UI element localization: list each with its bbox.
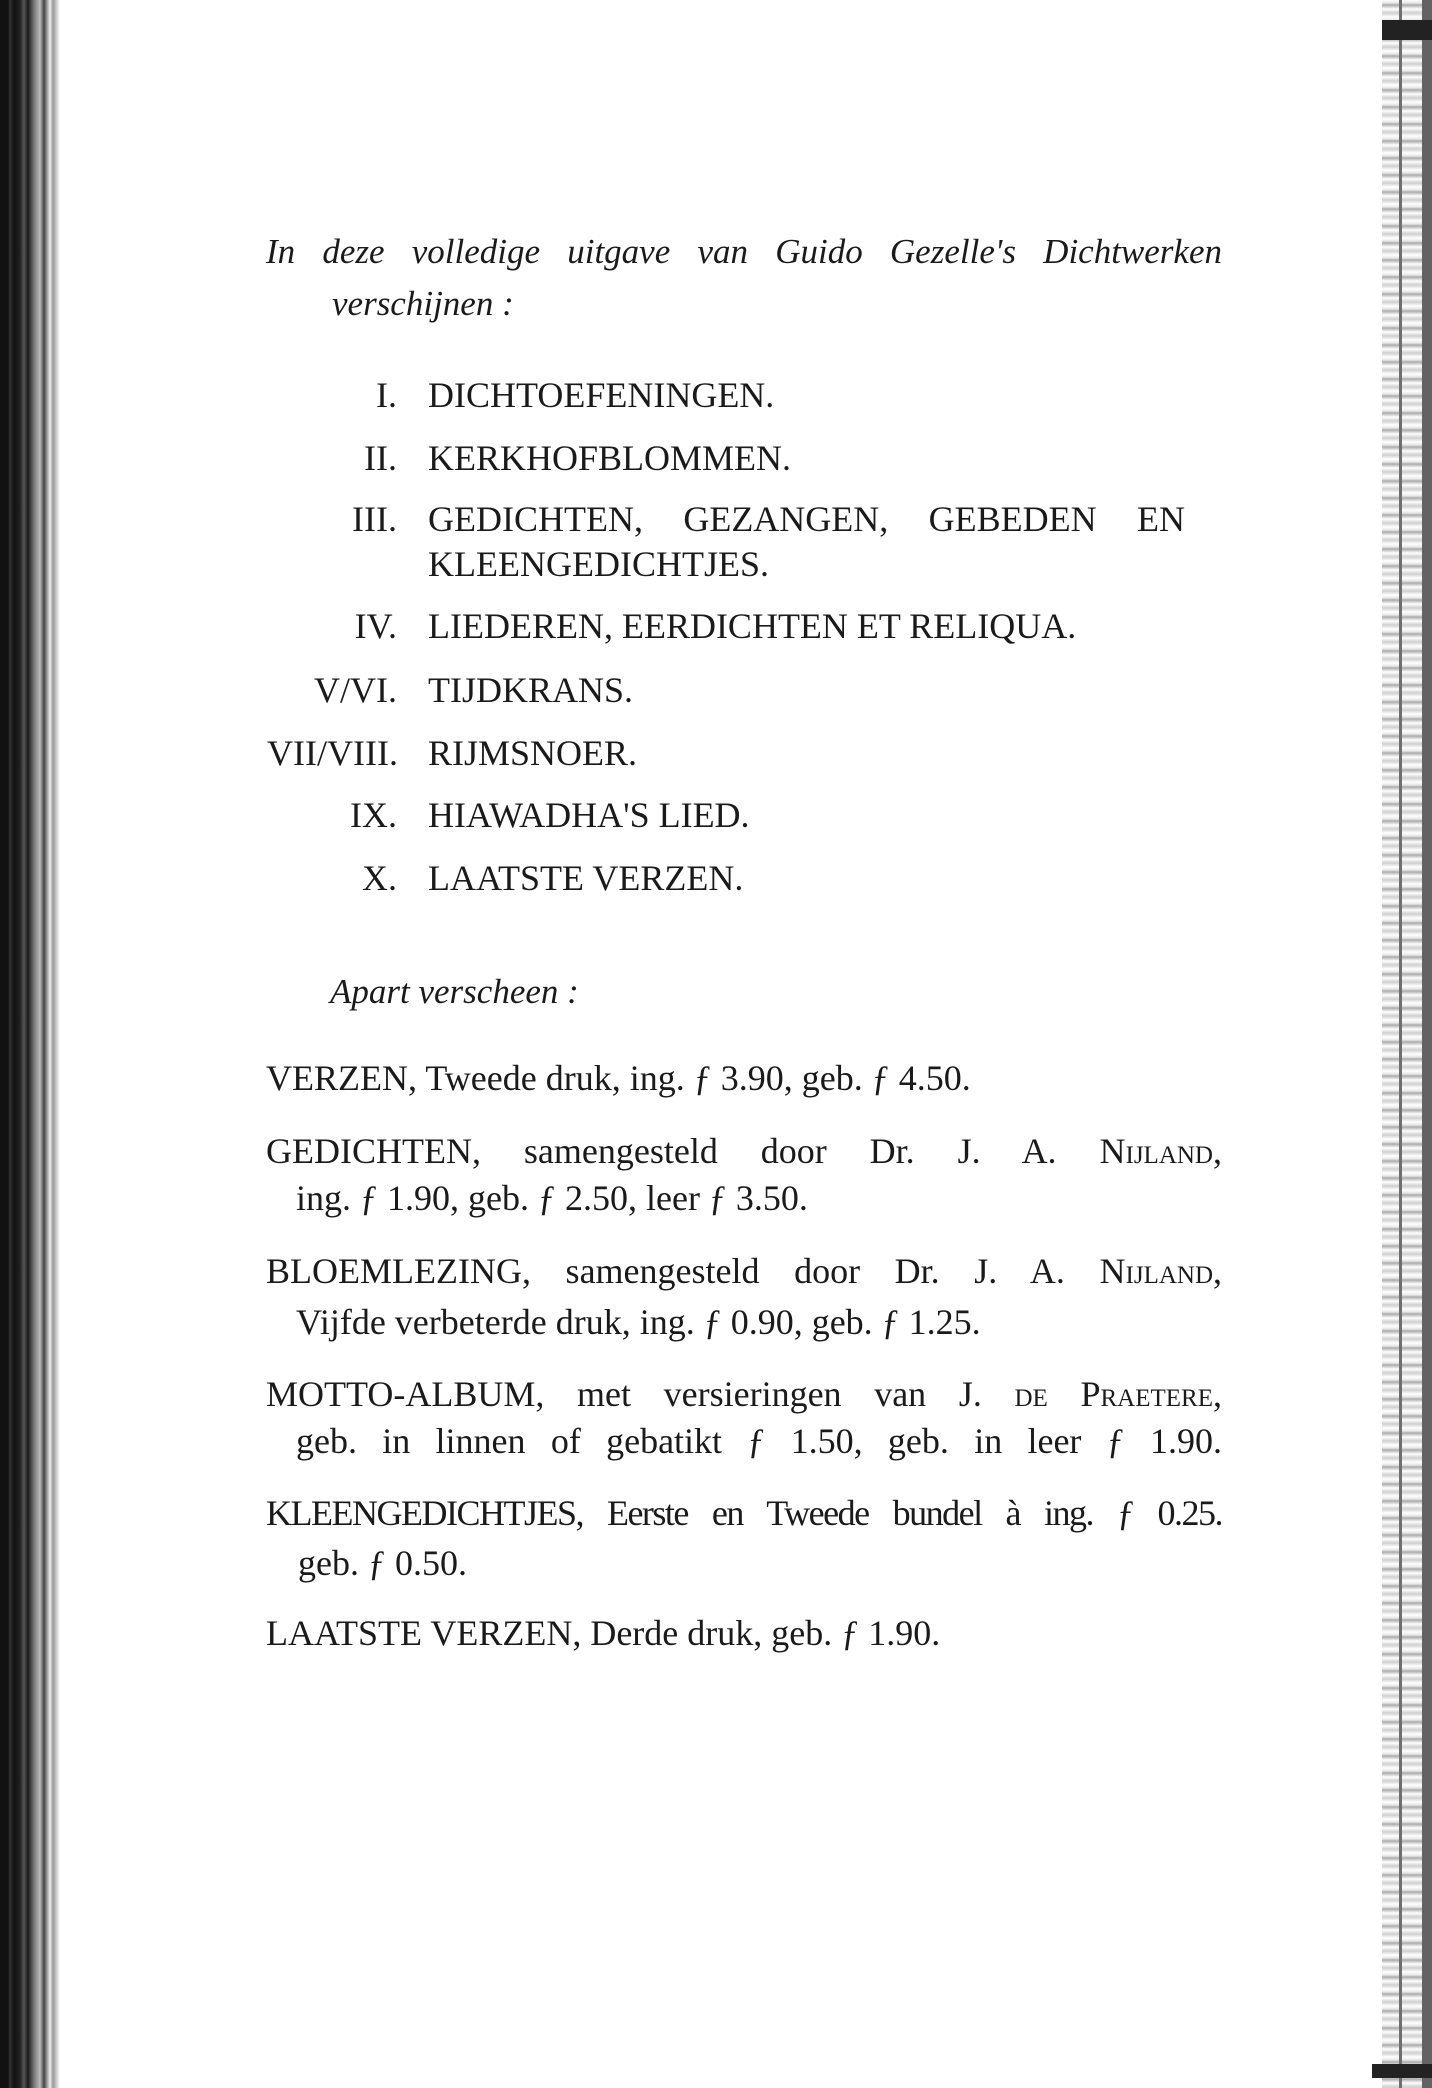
page-corner-bottom <box>1372 2064 1432 2078</box>
volume-number: IX. <box>350 795 397 835</box>
intro-line-1: In deze volledige uitgave van Guido Gezelle's Dichtwerken <box>266 232 1222 271</box>
edition-entry-continued: geb. ƒ 0.50. <box>298 1543 467 1583</box>
volume-title: DICHTOEFENINGEN. <box>428 375 775 415</box>
edition-entry-continued: Vijfde verbeterde druk, ing. ƒ 0.90, geb. ƒ 1.25. <box>296 1302 981 1342</box>
edition-text: MOTTO-ALBUM, met versieringen van J. <box>266 1374 982 1414</box>
apart-heading: Apart verscheen : <box>330 972 579 1011</box>
edition-author: Nijland, <box>1099 1251 1223 1291</box>
volume-number: X. <box>362 858 397 898</box>
edition-entry <box>266 1129 1222 1173</box>
edition-text: GEDICHTEN, samengesteld door Dr. J. A. <box>266 1131 1057 1171</box>
volume-title: LAATSTE VERZEN. <box>428 858 744 898</box>
edition-text: BLOEMLEZING, samengesteld door Dr. J. A. <box>266 1251 1065 1291</box>
volume-number: V/VI. <box>314 670 397 710</box>
intro-line-2: verschijnen : <box>332 284 514 323</box>
edition-author: Nijland, <box>1099 1131 1222 1171</box>
volume-number: III. <box>352 499 397 539</box>
edition-entry: VERZEN, Tweede druk, ing. ƒ 3.90, geb. ƒ 4.50. <box>266 1058 971 1098</box>
volume-title: LIEDEREN, EERDICHTEN ET RELIQUA. <box>428 606 1077 646</box>
volume-title: TIJDKRANS. <box>428 670 634 710</box>
edition-entry <box>266 1372 1222 1416</box>
volume-number: I. <box>376 375 397 415</box>
edition-entry: LAATSTE VERZEN, Derde druk, geb. ƒ 1.90. <box>266 1613 941 1653</box>
edition-entry-continued: geb. in linnen of gebatikt ƒ 1.50, geb. in leer ƒ 1.90. <box>296 1421 1222 1461</box>
volume-number: VII/VIII. <box>267 733 398 773</box>
volume-title-continued: KLEENGEDICHTJES. <box>428 544 769 584</box>
edition-entry: KLEENGEDICHTJES, Eerste en Tweede bundel à ing. ƒ 0.25. <box>266 1493 1222 1533</box>
page-corner-top <box>1382 20 1432 40</box>
volume-title: GEDICHTEN, GEZANGEN, GEBEDEN EN <box>428 499 1185 539</box>
edition-entry <box>266 1249 1222 1293</box>
volume-title: RIJMSNOER. <box>428 733 638 773</box>
edition-author: de Praetere, <box>1014 1374 1222 1414</box>
volume-title: KERKHOFBLOMMEN. <box>428 438 792 478</box>
volume-number: IV. <box>354 606 397 646</box>
page-right-edge <box>1382 0 1432 2088</box>
volume-number: II. <box>364 438 397 478</box>
edition-entry-continued: ing. ƒ 1.90, geb. ƒ 2.50, leer ƒ 3.50. <box>296 1178 808 1218</box>
volume-title: HIAWADHA'S LIED. <box>428 795 750 835</box>
book-spine-edge <box>0 0 64 2088</box>
